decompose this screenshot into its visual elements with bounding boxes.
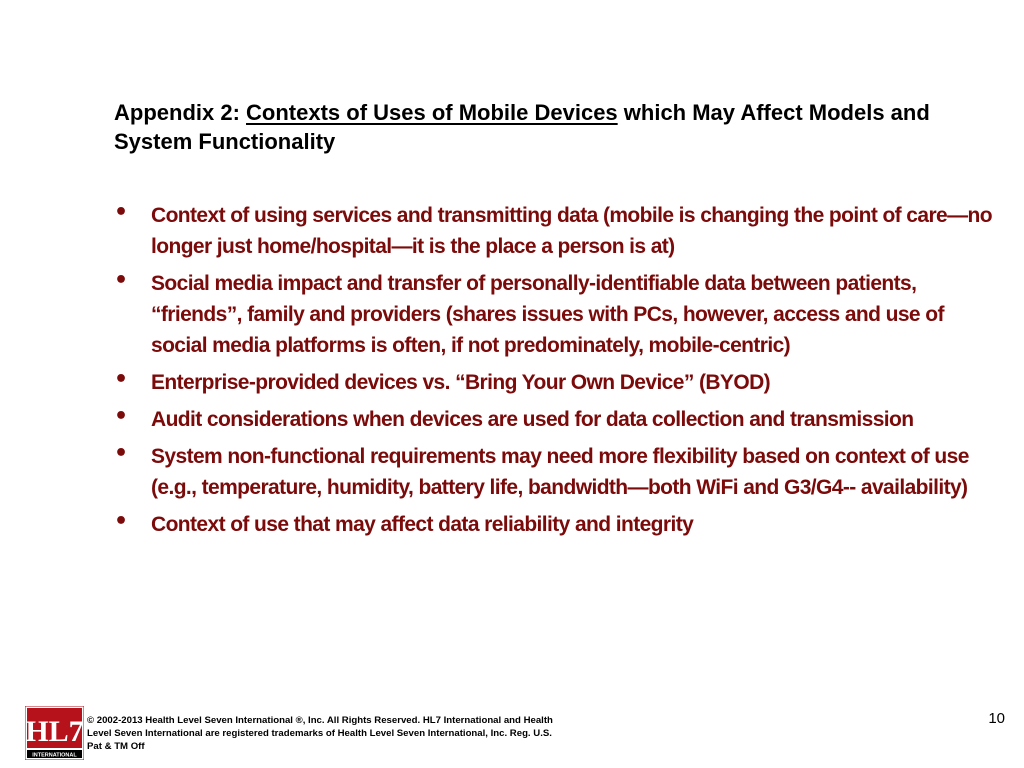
bullet-item (112, 404, 992, 435)
copyright-text: © 2002-2013 Health Level Seven International ®, Inc. All Rights Reserved. HL7 International and Health Level Seven International are registered trademarks of Health Level Seven International, Inc. Reg. U.S. Pat & TM Off (87, 715, 553, 752)
bullet-text: Social media impact and transfer of personally-identifiable data between patients, “friends”, family and providers (shares issues with PCs, however, access and use of social media platforms is often, if not predominately, mobile-centric) (151, 272, 944, 357)
bullet-item (112, 441, 992, 503)
bullet-text: Audit considerations when devices are used for data collection and transmission (151, 408, 914, 431)
bullet-icon: • (114, 441, 128, 466)
bullet-item (112, 268, 992, 361)
bullet-icon: • (114, 367, 128, 392)
logo-sub-text: INTERNATIONAL (32, 752, 77, 759)
bullet-text: Context of using services and transmitting data (mobile is changing the point of care—no longer just home/hospital—it is the place a person is at) (151, 204, 992, 258)
bullet-icon: • (114, 404, 128, 429)
bullet-item (112, 367, 992, 398)
bullet-icon: • (114, 268, 128, 293)
bullet-item (112, 200, 992, 262)
bullet-list (112, 200, 992, 546)
page-number: 10 (988, 710, 1005, 727)
bullet-text: Context of use that may affect data reliability and integrity (151, 513, 694, 536)
bullet-item (112, 509, 992, 540)
slide-title (114, 98, 994, 156)
title-suffix: which May Affect Models and System Functionality (114, 100, 930, 154)
bullet-icon: • (114, 200, 128, 225)
title-prefix: Appendix 2: (114, 100, 247, 125)
slide-footer (25, 706, 1005, 760)
bullet-text: System non-functional requirements may need more flexibility based on context of use (e.g., temperature, humidity, battery life, bandwidth—both WiFi and G3/G4-- availability) (151, 445, 969, 499)
title-underlined-text: Contexts of Uses of Mobile Devices (246, 100, 618, 125)
logo-main-text: HL7 (25, 715, 84, 748)
hl7-logo-icon (25, 706, 84, 760)
bullet-text: Enterprise-provided devices vs. “Bring Your Own Device” (BYOD) (151, 371, 771, 394)
bullet-icon: • (114, 509, 128, 534)
